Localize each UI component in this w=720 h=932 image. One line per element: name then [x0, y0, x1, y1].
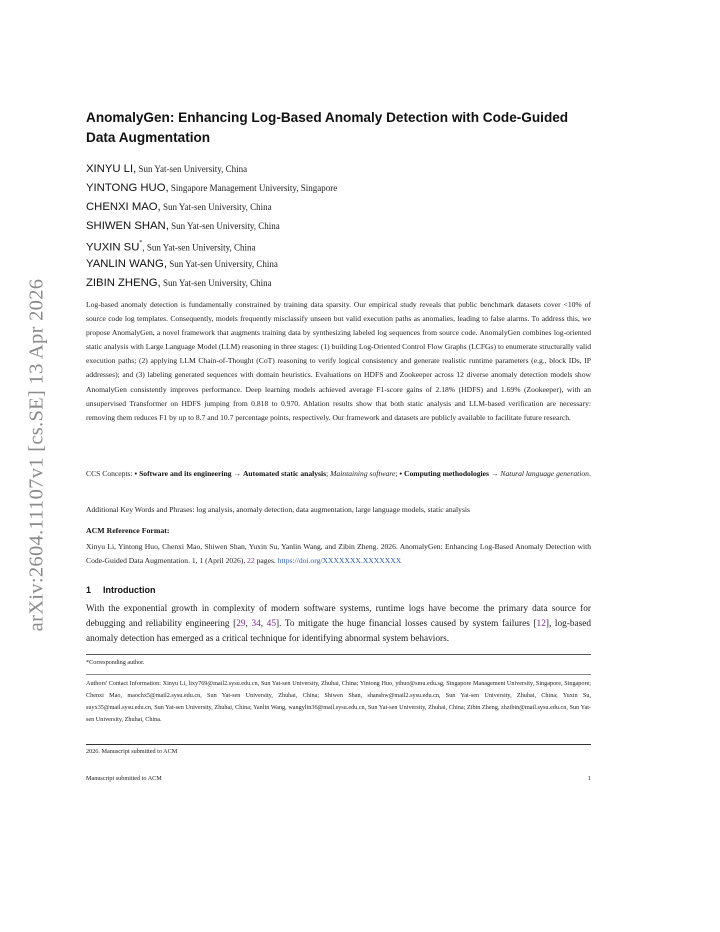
abstract: Log-based anomaly detection is fundamentally constrained by training data sparsity. Our empirical study reveals that public benchmark datasets cover <10% of source code log templates. Consequently, models frequently misclassify unseen but valid execution paths as anomalies, leading to false alarms. To address this, we propose AnomalyGen, a novel framework that augments training data by synthesizing labeled log sequences from source code. AnomalyGen combines log-oriented static analysis with Large Language Model (LLM) reasoning in three stages: (1) building Log-Oriented Control Flow Graphs (LCFGs) to enumerate structurally valid execution paths; (2) applying LLM Chain-of-Thought (CoT) reasoning to verify logical consistency and generate realistic runtime parameters (e.g., block IDs, IP addresses); and (3) labeling generated sequences with domain heuristics. Evaluations on HDFS and Zookeeper across 12 diverse anomaly detection models show AnomalyGen consistently improves performance. Deep learning models achieved average F1-score gains of 2.18% (HDFS) and 1.69% (Zookeeper), with an unsupervised Transformer on HDFS jumping from 0.818 to 0.970. Ablation results show that both static analysis and LLM-based verification are necessary: removing them reduces F1 by up to 8.7 and 10.7 percentage points, respectively. Our framework and datasets are publicly available to facilitate future research. — [86, 300, 591, 422]
section-number: 1 — [86, 585, 92, 595]
ccs-category: • Computing methodologies — [399, 469, 489, 478]
intro-text: ], log-based anomaly detection has emerged as a critical technique for identifying abnormal system behaviors. — [86, 619, 592, 645]
author-entry — [86, 196, 591, 215]
author-entry — [86, 253, 591, 272]
arxiv-sidebar — [22, 260, 52, 650]
reference-text: Xinyu Li, Yintong Huo, Chenxi Mao, Shiwen Shan, Yuxin Su, Yanlin Wang, and Zibin Zheng. 2026. AnomalyGen: Enhancing Log-Based Anomaly Detection with Code-Guided Data Augmentation. 1, 1 (April 2026), — [86, 542, 591, 565]
contact-divider — [86, 674, 591, 675]
keywords: Additional Key Words and Phrases: log analysis, anomaly detection, data augmentation, large language models, static analysis — [86, 505, 470, 514]
citation-link[interactable]: 45 — [266, 619, 276, 630]
author-affiliation: Sun Yat-sen University, China — [168, 221, 280, 231]
footer-text: Manuscript submitted to ACM — [86, 775, 162, 782]
reference-format — [86, 540, 591, 568]
ccs-concepts — [86, 467, 591, 481]
page-number: 1 — [587, 775, 591, 782]
ccs-concept: Maintaining software — [330, 469, 396, 478]
citation-link[interactable]: 34 — [251, 619, 261, 630]
author-entry — [86, 177, 591, 196]
doi-link[interactable]: https://doi.org/XXXXXXX.XXXXXXX — [277, 556, 402, 565]
corresponding-author-mark: * — [139, 240, 143, 246]
author-list — [86, 158, 591, 291]
author-affiliation: Singapore Management University, Singapore — [168, 183, 338, 193]
ccs-concept: Natural language generation — [500, 469, 589, 478]
author-affiliation: , Sun Yat-sen University, China — [142, 242, 256, 253]
ccs-concept: Automated static analysis — [242, 469, 327, 478]
ccs-label: CCS Concepts: — [86, 469, 135, 478]
footnote-divider — [86, 654, 591, 655]
section-title: Introduction — [103, 585, 156, 595]
author-name: SHIWEN SHAN, — [86, 220, 169, 232]
ccs-arrow: → — [489, 469, 501, 478]
copyright-divider — [86, 744, 591, 745]
corresponding-author-footnote: *Corresponding author. — [86, 659, 145, 666]
section-heading — [86, 585, 156, 595]
author-name: CHENXI MAO, — [86, 201, 161, 213]
reference-pages-suffix: pages. — [254, 556, 278, 565]
ccs-separator: ; — [395, 469, 400, 478]
ccs-separator: ; — [326, 469, 331, 478]
author-entry — [86, 234, 591, 253]
copyright-notice: 2026. Manuscript submitted to ACM — [86, 748, 178, 755]
introduction-paragraph — [86, 602, 591, 648]
intro-text: ]. To mitigate the huge financial losses caused by system failures [ — [275, 619, 537, 630]
author-affiliation: Sun Yat-sen University, China — [136, 164, 248, 174]
author-affiliation: Sun Yat-sen University, China — [160, 278, 272, 288]
author-name: XINYU LI, — [86, 163, 137, 175]
author-name: ZIBIN ZHENG, — [86, 277, 161, 289]
author-affiliation: Sun Yat-sen University, China — [166, 259, 278, 269]
intro-text: , — [245, 619, 252, 630]
author-entry — [86, 272, 591, 291]
citation-link[interactable]: 12 — [536, 619, 546, 630]
author-affiliation: Sun Yat-sen University, China — [160, 202, 272, 212]
page-count-link[interactable]: 22 — [247, 556, 255, 565]
author-name: YUXIN SU — [86, 241, 140, 254]
author-entry — [86, 158, 591, 177]
intro-text: , — [260, 619, 267, 630]
paper-title: AnomalyGen: Enhancing Log-Based Anomaly Detection with Code-Guided Data Augmentation — [86, 110, 569, 145]
author-entry — [86, 215, 591, 234]
ccs-arrow: → — [231, 469, 243, 478]
ccs-category: • Software and its engineering — [134, 469, 232, 478]
author-name: YINTONG HUO, — [86, 182, 169, 194]
ccs-end: . — [588, 469, 591, 478]
citation-link[interactable]: 29 — [236, 619, 246, 630]
reference-format-heading: ACM Reference Format: — [86, 526, 170, 535]
intro-text: With the exponential growth in complexity of modern software systems, runtime logs have become the primary data source for debugging and reliability engineering [ — [86, 604, 591, 630]
arxiv-identifier: arXiv:2604.11107v1 [cs.SE] 13 Apr 2026 — [25, 278, 48, 632]
author-contact-information: Authors' Contact Information: Xinyu Li, lixy769@mail2.sysu.edu.cn, Sun Yat-sen University, Zhuhai, China; Yintong Huo, ythuo@smu.edu.sg, Singapore Management University, Singapore, Singapore; Chenxi Mao, maochx5@mail2.sysu.edu.cn, Sun Yat-sen University, Zhuhai, China; Shiwen Shan, shanshw@mail2.sysu.edu.cn, Sun Yat-sen University, Zhuhai, China; Yuxin Su, suyx35@mail.sysu.edu.cn, Sun Yat-sen University, Zhuhai, China; Yanlin Wang, wangylin36@mail.sysu.edu.cn, Sun Yat-sen University, Zhuhai, China; Zibin Zheng, zhzibin@mail.sysu.edu.cn, Sun Yat-sen University, Zhuhai, China. — [86, 680, 591, 724]
author-name: YANLIN WANG, — [86, 258, 167, 270]
